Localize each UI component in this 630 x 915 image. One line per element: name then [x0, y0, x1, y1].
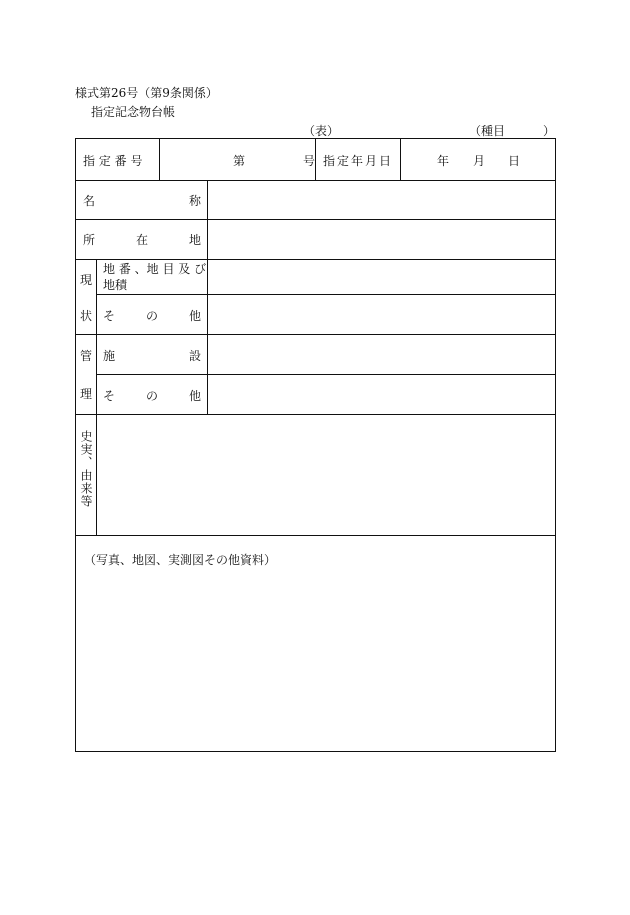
status-group-top: 現: [80, 273, 93, 287]
other-c: 他: [188, 389, 201, 403]
date-year: 年: [437, 154, 450, 168]
row-divider: [96, 294, 555, 295]
form-title: 指定記念物台帳: [91, 105, 176, 119]
column-divider: [207, 180, 208, 414]
type-label-close: ）: [543, 124, 556, 138]
front-side-mark: （表）: [303, 124, 340, 138]
register-table: [75, 138, 556, 752]
location-label-a: 所: [83, 233, 96, 247]
facility-label: [103, 347, 201, 364]
name-label-b: 称: [188, 194, 201, 208]
designation-number-label: [83, 152, 151, 169]
other-a: そ: [103, 309, 116, 323]
facility-b: 設: [188, 349, 201, 363]
location-label-c: 地: [188, 233, 201, 247]
column-divider: [400, 139, 401, 180]
row-divider: [76, 334, 555, 335]
history-label: 史実、由来等: [79, 430, 93, 508]
other-a: そ: [103, 389, 116, 403]
lot-label-line2: 地積: [103, 278, 128, 292]
number-prefix: 第: [233, 154, 246, 168]
row-divider: [76, 259, 555, 260]
other-b: の: [145, 389, 158, 403]
row-divider: [96, 374, 555, 375]
status-other-label: [103, 307, 201, 324]
form-number-label: 様式第26号（第9条関係）: [75, 86, 218, 100]
row-divider: [76, 219, 555, 220]
column-divider: [159, 139, 160, 180]
other-b: の: [145, 309, 158, 323]
row-divider: [76, 535, 555, 536]
date-month: 月: [473, 154, 486, 168]
lot-label: [103, 261, 206, 293]
name-label: [83, 192, 201, 209]
management-group-top: 管: [80, 349, 93, 363]
column-divider: [96, 259, 97, 535]
materials-note: （写真、地図、実測図その他資料）: [84, 553, 277, 567]
management-other-label: [103, 387, 201, 404]
number-suffix: 号: [303, 154, 316, 168]
designation-number-label-text: 指 定 番 号: [83, 154, 143, 168]
date-day: 日: [508, 154, 521, 168]
designation-date-label: 指定年月日: [323, 154, 394, 168]
location-label: [83, 231, 201, 248]
type-label-open: （種目: [469, 124, 506, 138]
lot-label-line1: 地 番 、地 目 及 び: [103, 262, 207, 276]
name-label-a: 名: [83, 194, 96, 208]
column-divider: [315, 139, 316, 180]
row-divider: [76, 414, 555, 415]
location-label-b: 在: [135, 233, 148, 247]
status-group-bottom: 状: [80, 309, 93, 323]
other-c: 他: [188, 309, 201, 323]
facility-a: 施: [103, 349, 116, 363]
management-group-bottom: 理: [80, 387, 93, 401]
row-divider: [76, 180, 555, 181]
